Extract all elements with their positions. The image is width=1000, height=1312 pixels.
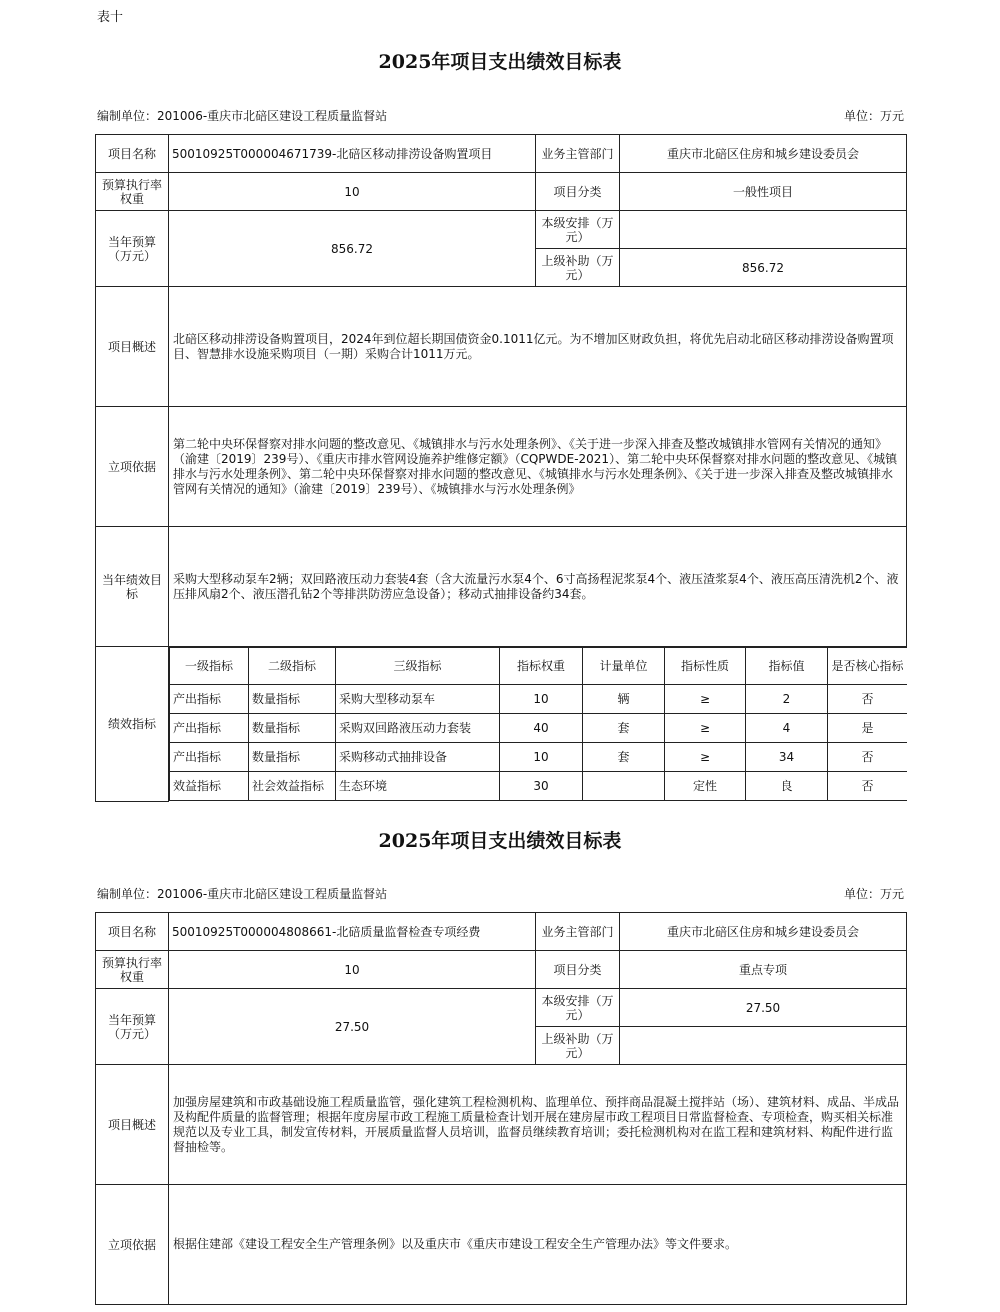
t1-indicators-cell: [169, 647, 907, 802]
t1-dept: 重庆市北碚区住房和城乡建设委员会: [620, 135, 907, 173]
t1-ih-3: 指标权重: [500, 648, 583, 685]
t1-r3-c7: 否: [828, 772, 907, 801]
table-row: [170, 685, 907, 714]
t1-overview: 北碚区移动排涝设备购置项目，2024年到位超长期国债资金0.1011亿元。为不增加区财政负担，将优先启动北碚区移动排涝设备购置项目、智慧排水设施采购项目（一期）采购合计1011万元。: [169, 287, 907, 407]
t1-r1-c7: 是: [828, 714, 907, 743]
table1-unit-name: 201006-重庆市北碚区建设工程质量监督站: [157, 109, 388, 123]
t1-r2-c6: 34: [746, 743, 828, 772]
t1-ih-4: 计量单位: [583, 648, 665, 685]
t1-indicator-header-row: [170, 648, 907, 685]
table-row: [170, 714, 907, 743]
table2-title: 2025年项目支出绩效目标表: [378, 830, 622, 852]
t1-r0-c7: 否: [828, 685, 907, 714]
table2-meta: [97, 885, 904, 902]
page-label: 表十: [97, 10, 124, 25]
t1-r0-c4: 辆: [583, 685, 665, 714]
t1-label-category: 项目分类: [536, 173, 620, 211]
table-row: [170, 743, 907, 772]
t1-r1-c5: ≥: [665, 714, 746, 743]
t1-label-overview: 项目概述: [96, 287, 169, 407]
t2-weight: 10: [169, 951, 536, 989]
t1-ih-7: 是否核心指标: [828, 648, 907, 685]
t1-r0-c0: 产出指标: [170, 685, 249, 714]
table1-title: 2025年项目支出绩效目标表: [378, 51, 622, 73]
t1-ih-0: 一级指标: [170, 648, 249, 685]
t1-r0-c3: 10: [500, 685, 583, 714]
t1-label-superior: 上级补助（万元）: [536, 249, 620, 287]
t1-r1-c0: 产出指标: [170, 714, 249, 743]
t1-r2-c0: 产出指标: [170, 743, 249, 772]
t1-label-basis: 立项依据: [96, 407, 169, 527]
t1-r2-c2: 采购移动式抽排设备: [336, 743, 500, 772]
t2-label-superior: 上级补助（万元）: [536, 1027, 620, 1065]
table1-unit-prefix: 编制单位：: [97, 109, 158, 123]
t1-local: [620, 211, 907, 249]
t1-basis: 第二轮中央环保督察对排水问题的整改意见、《城镇排水与污水处理条例》、《关于进一步深入排查及整改城镇排水管网有关情况的通知》（渝建〔2019〕239号）、《重庆市排水管网设施养护维修定额》（CQPWDE-2021）、第二轮中央环保督察对排水问题的整改意见、《城镇排水与污水处理条例》、第二轮中央环保督察对排水问题的整改意见、《城镇排水与污水处理条例》、《关于进一步深入排查及整改城镇排水管网有关情况的通知》（渝建〔2019〕239号）、《城镇排水与污水处理条例》: [169, 407, 907, 527]
t1-r0-c5: ≥: [665, 685, 746, 714]
t1-r1-c4: 套: [583, 714, 665, 743]
table1-meta: [97, 107, 904, 124]
t1-label-local: 本级安排（万元）: [536, 211, 620, 249]
t1-r2-c5: ≥: [665, 743, 746, 772]
t2-label-basis: 立项依据: [96, 1185, 169, 1305]
t1-r1-c1: 数量指标: [249, 714, 336, 743]
t2-label-overview: 项目概述: [96, 1065, 169, 1185]
t2-label-dept: 业务主管部门: [536, 913, 620, 951]
t1-category: 一般性项目: [620, 173, 907, 211]
table-row: [170, 772, 907, 801]
t2-dept: 重庆市北碚区住房和城乡建设委员会: [620, 913, 907, 951]
t1-r3-c6: 良: [746, 772, 828, 801]
table2-unit-measure: 单位：万元: [843, 887, 904, 901]
t1-ih-5: 指标性质: [665, 648, 746, 685]
t1-label-budget: 当年预算（万元）: [96, 211, 169, 287]
t1-r3-c5: 定性: [665, 772, 746, 801]
table2-unit-name: 201006-重庆市北碚区建设工程质量监督站: [157, 887, 388, 901]
table1-unit-measure: 单位：万元: [843, 109, 904, 123]
t2-category: 重点专项: [620, 951, 907, 989]
t2-superior: [620, 1027, 907, 1065]
t1-r1-c6: 4: [746, 714, 828, 743]
t2-label-weight: 预算执行率权重: [96, 951, 169, 989]
t1-project-name: 50010925T000004671739-北碚区移动排涝设备购置项目: [169, 135, 536, 173]
t1-ih-2: 三级指标: [336, 648, 500, 685]
t1-label-dept: 业务主管部门: [536, 135, 620, 173]
t1-r2-c4: 套: [583, 743, 665, 772]
t2-local: 27.50: [620, 989, 907, 1027]
t2-overview: 加强房屋建筑和市政基础设施工程质量监管，强化建筑工程检测机构、监理单位、预拌商品混凝土搅拌站（场）、建筑材料、成品、半成品及构配件质量的监督管理；根据年度房屋市政工程施工质量检查计划开展在建房屋市政工程项目日常监督检查、专项检查，购买相关标准规范以及专业工具，制发宣传材料，开展质量监督人员培训，监督员继续教育培训；委托检测机构对在监工程和建筑材料、构配件进行监督抽检等。: [169, 1065, 907, 1185]
t1-ih-1: 二级指标: [249, 648, 336, 685]
t1-r3-c4: [583, 772, 665, 801]
table2-form: [95, 912, 907, 1305]
table2-unit-prefix: 编制单位：: [97, 887, 158, 901]
t1-r2-c7: 否: [828, 743, 907, 772]
t2-label-category: 项目分类: [536, 951, 620, 989]
t1-r2-c1: 数量指标: [249, 743, 336, 772]
t1-budget: 856.72: [169, 211, 536, 287]
t1-r3-c2: 生态环境: [336, 772, 500, 801]
t1-r0-c1: 数量指标: [249, 685, 336, 714]
t1-r3-c0: 效益指标: [170, 772, 249, 801]
t1-r1-c2: 采购双回路液压动力套装: [336, 714, 500, 743]
t1-r3-c1: 社会效益指标: [249, 772, 336, 801]
t2-label-project-name: 项目名称: [96, 913, 169, 951]
t1-r0-c2: 采购大型移动泵车: [336, 685, 500, 714]
t1-label-indicators: 绩效指标: [96, 647, 169, 802]
t2-basis: 根据住建部《建设工程安全生产管理条例》以及重庆市《重庆市建设工程安全生产管理办法》等文件要求。: [169, 1185, 907, 1305]
t2-budget: 27.50: [169, 989, 536, 1065]
t1-r0-c6: 2: [746, 685, 828, 714]
t1-r2-c3: 10: [500, 743, 583, 772]
t1-r3-c3: 30: [500, 772, 583, 801]
t2-project-name: 50010925T000004808661-北碚质量监督检查专项经费: [169, 913, 536, 951]
t1-label-goal: 当年绩效目标: [96, 527, 169, 647]
t1-superior: 856.72: [620, 249, 907, 287]
table1-form: [95, 134, 907, 802]
t1-label-weight: 预算执行率权重: [96, 173, 169, 211]
t1-weight: 10: [169, 173, 536, 211]
t1-indicators-table: [169, 647, 907, 801]
t2-label-budget: 当年预算（万元）: [96, 989, 169, 1065]
t1-goal: 采购大型移动泵车2辆；双回路液压动力套装4套（含大流量污水泵4个、6寸高扬程泥浆泵4个、液压渣浆泵4个、液压高压清洗机2个、液压排风扇2个、液压潜孔钻2个等排洪防涝应急设备）；移动式抽排设备约34套。: [169, 527, 907, 647]
t1-r1-c3: 40: [500, 714, 583, 743]
t1-ih-6: 指标值: [746, 648, 828, 685]
t1-label-project-name: 项目名称: [96, 135, 169, 173]
t2-label-local: 本级安排（万元）: [536, 989, 620, 1027]
